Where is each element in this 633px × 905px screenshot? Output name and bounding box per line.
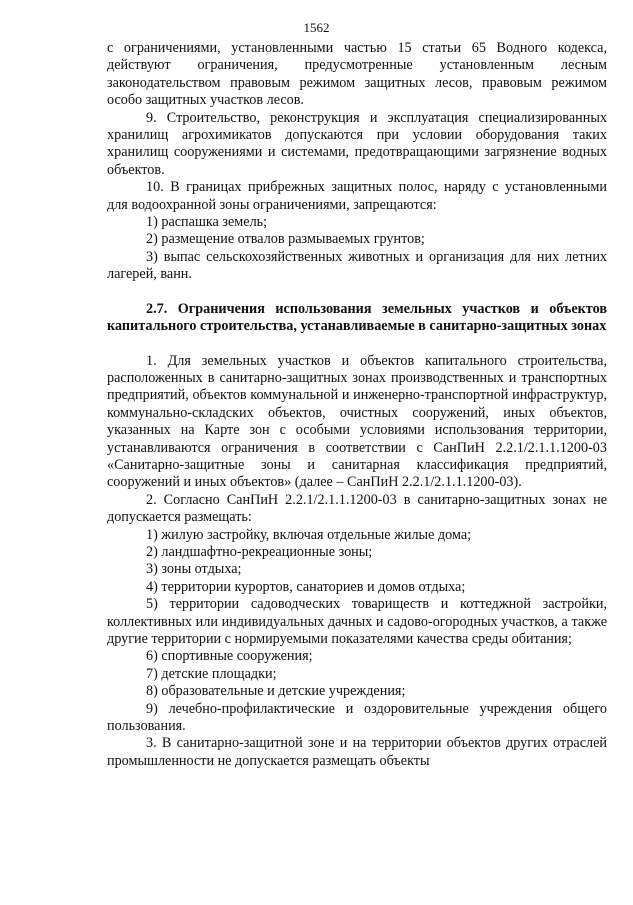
- list-item: 1) жилую застройку, включая отдельные жилые дома;: [146, 526, 472, 543]
- list-item: 9) лечебно-профилактические и оздоровительные учреждения общего пользования.: [107, 700, 607, 735]
- list-item: 5) территории садоводческих товариществ и коттеджной застройки, коллективных или индивидуальных дачных и садово-огородных участков, а также другие территории с нормируемыми показателями качества среды обитания;: [107, 596, 607, 647]
- list-item: 1) распашка земель;: [146, 214, 268, 231]
- list-item: 2) ландшафтно-рекреационные зоны;: [146, 543, 373, 560]
- list-item: 2) размещение отвалов размываемых грунтов;: [146, 231, 425, 248]
- list-item: 8) образовательные и детские учреждения;: [146, 683, 406, 700]
- spacer: [107, 284, 607, 301]
- paragraph-10: 10. В границах прибрежных защитных полос, наряду с установленными для водоохранной зоны ограничениями, запрещаются:: [107, 179, 607, 213]
- page-number: 1562: [303, 20, 330, 35]
- list-item: 3) зоны отдыха;: [146, 561, 242, 578]
- list-item: 6) спортивные сооружения;: [146, 648, 313, 665]
- list-item: 3) выпас сельскохозяйственных животных и организация для них летних лагерей, ванн.: [107, 248, 607, 283]
- list-item: 7) детские площадки;: [146, 665, 277, 682]
- section-heading: 2.7. Ограничения использования земельных участков и объектов капитального строительства, устанавливаемые в санитарно-защитных зонах: [107, 300, 607, 335]
- document-body: [107, 40, 607, 770]
- spacer: [107, 336, 607, 353]
- paragraph-2: 2. Согласно СанПиН 2.2.1/2.1.1.1200-03 в санитарно-защитных зонах не допускается размещать:: [107, 491, 607, 526]
- paragraph-continuation: с ограничениями, установленными частью 15 статьи 65 Водного кодекса, действуют ограничения, предусмотренные установленным лесным законодательством правовым режимом защитных лесов, правовым режимом особо защитных участков лесов.: [107, 40, 607, 109]
- paragraph-9: 9. Строительство, реконструкция и эксплуатация специализированных хранилищ агрохимикатов допускаются при условии оборудования таких хранилищ сооружениями и системами, предотвращающими загрязнение водных объектов.: [107, 109, 607, 178]
- paragraph-1: 1. Для земельных участков и объектов капитального строительства, расположенных в санитарно-защитных зонах производственных и транспортных предприятий, объектов коммунальной и инженерно-транспортной инфраструктур, коммунально-складских объектов, очистных сооружений, иных объектов, указанных на Карте зон с особыми условиями использования территории, устанавливаются ограничения в соответствии с СанПиН 2.2.1/2.1.1.1200-03 «Санитарно-защитные зоны и санитарная классификация предприятий, сооружений и иных объектов» (далее – СанПиН 2.2.1/2.1.1.1200-03).: [107, 352, 607, 491]
- list-item: 4) территории курортов, санаториев и домов отдыха;: [146, 578, 466, 595]
- paragraph-3: 3. В санитарно-защитной зоне и на территории объектов других отраслей промышленности не допускается размещать объекты: [107, 735, 607, 769]
